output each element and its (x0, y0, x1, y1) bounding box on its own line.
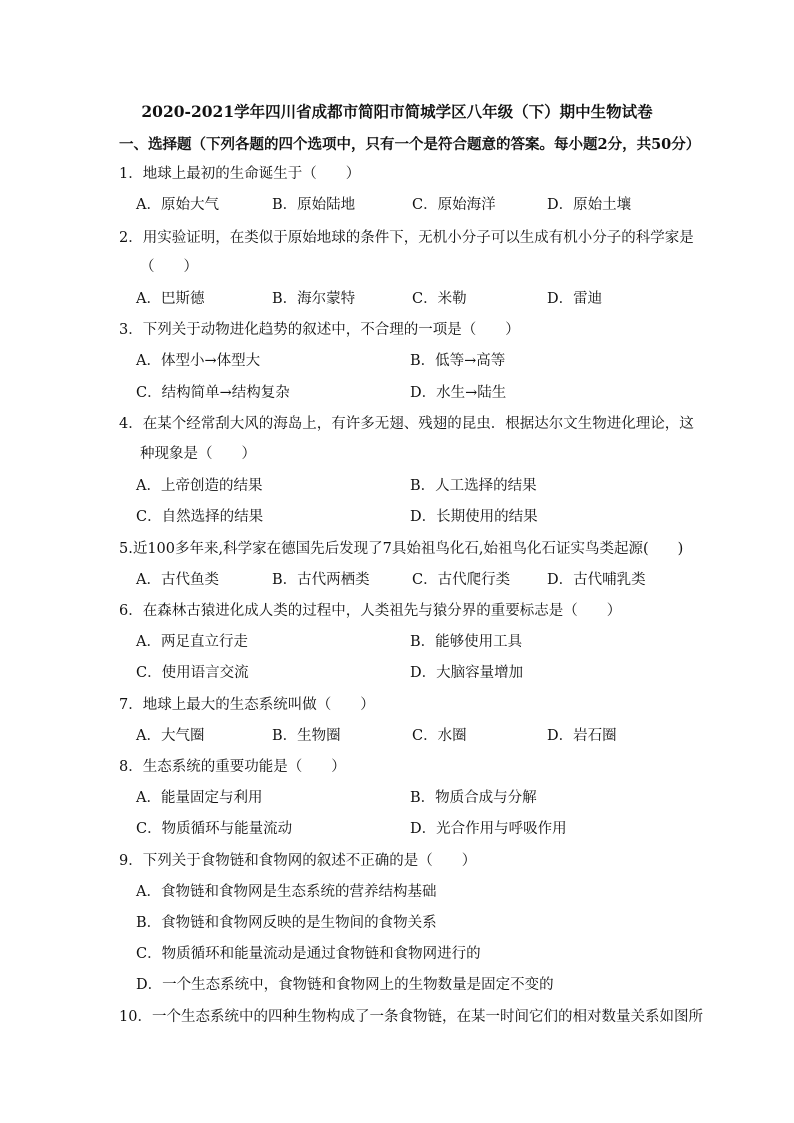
section-heading: 一、选择题（下列各题的四个选项中，只有一个是符合题意的答案。每小题2分，共50分） (119, 136, 701, 153)
question-4: 4．在某个经常刮大风的海岛上，有许多无翅、残翅的昆虫．根据达尔文生物进化理论，这 (119, 416, 694, 432)
q3-option-b: B．低等→高等 (410, 353, 506, 369)
q5-option-c: C．古代爬行类 (412, 572, 511, 588)
question-7: 7．地球上最大的生态系统叫做（ ） (119, 697, 375, 713)
q7-option-d: D．岩石圈 (547, 728, 617, 744)
q9-option-d: D．一个生态系统中，食物链和食物网上的生物数量是固定不变的 (136, 977, 554, 993)
q4-option-c: C．自然选择的结果 (136, 509, 264, 525)
question-9: 9．下列关于食物链和食物网的叙述不正确的是（ ） (119, 853, 477, 869)
q4-option-d: D．长期使用的结果 (410, 509, 538, 525)
q7-option-b: B．生物圈 (272, 728, 341, 744)
q5-option-a: A．古代鱼类 (136, 572, 219, 588)
q6-option-a: A．两足直立行走 (136, 634, 248, 650)
question-3: 3．下列关于动物进化趋势的叙述中，不合理的一项是（ ） (119, 322, 520, 338)
q5-option-d: D．古代哺乳类 (547, 572, 646, 588)
q6-option-b: B．能够使用工具 (410, 634, 523, 650)
question-6: 6．在森林古猿进化成人类的过程中，人类祖先与猿分界的重要标志是（ ） (119, 603, 622, 619)
q7-option-a: A．大气圈 (136, 728, 205, 744)
q8-option-d: D．光合作用与呼吸作用 (410, 821, 567, 837)
q9-option-c: C．物质循环和能量流动是通过食物链和食物网进行的 (136, 946, 481, 962)
q1-option-c: C．原始海洋 (412, 197, 496, 213)
question-5: 5.近100多年来,科学家在德国先后发现了7具始祖鸟化石,始祖鸟化石证实鸟类起源( ) (119, 541, 684, 557)
q2-option-b: B．海尔蒙特 (272, 291, 356, 307)
q4-option-a: A．上帝创造的结果 (136, 478, 263, 494)
q9-option-b: B．食物链和食物网反映的是生物间的食物关系 (136, 915, 437, 931)
q2-option-c: C．米勒 (412, 291, 467, 307)
question-1: 1．地球上最初的生命诞生于（ ） (119, 166, 361, 182)
q2-option-d: D．雷迪 (547, 291, 603, 307)
q7-option-c: C．水圈 (412, 728, 467, 744)
question-4-cont: 种现象是（ ） (140, 446, 256, 462)
q8-option-a: A．能量固定与利用 (136, 790, 263, 806)
exam-title: 2020-2021学年四川省成都市简阳市简城学区八年级（下）期中生物试卷 (141, 102, 653, 121)
q8-option-c: C．物质循环与能量流动 (136, 821, 293, 837)
q3-option-d: D．水生→陆生 (410, 385, 507, 401)
q1-option-b: B．原始陆地 (272, 197, 356, 213)
q6-option-c: C．使用语言交流 (136, 665, 249, 681)
question-10: 10．一个生态系统中的四种生物构成了一条食物链，在某一时间它们的相对数量关系如图所 (119, 1009, 703, 1025)
q5-option-b: B．古代两栖类 (272, 572, 370, 588)
question-2: 2．用实验证明，在类似于原始地球的条件下，无机小分子可以生成有机小分子的科学家是 (119, 230, 694, 246)
q8-option-b: B．物质合成与分解 (410, 790, 537, 806)
q6-option-d: D．大脑容量增加 (410, 665, 524, 681)
question-8: 8．生态系统的重要功能是（ ） (119, 759, 346, 775)
question-2-cont: （ ） (140, 259, 198, 275)
q1-option-d: D．原始土壤 (547, 197, 632, 213)
q3-option-c: C．结构简单→结构复杂 (136, 385, 290, 401)
q1-option-a: A．原始大气 (136, 197, 219, 213)
q2-option-a: A．巴斯德 (136, 291, 205, 307)
q4-option-b: B．人工选择的结果 (410, 478, 537, 494)
q3-option-a: A．体型小→体型大 (136, 353, 261, 369)
q9-option-a: A．食物链和食物网是生态系统的营养结构基础 (136, 884, 437, 900)
